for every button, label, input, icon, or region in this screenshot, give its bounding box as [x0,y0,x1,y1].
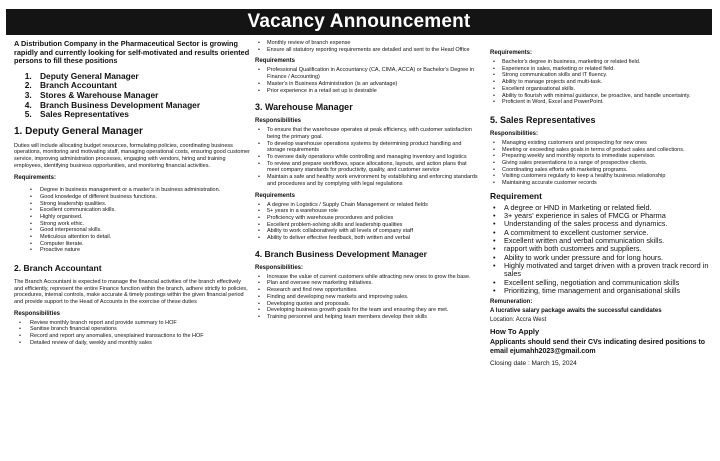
dgm-heading: 1. Deputy General Manager [14,125,143,137]
list-item: • Good knowledge of different business functions. [14,194,250,201]
list-item: • Maintain a safe and healthy work environment by establishing and enforcing standards and procedures and by complying with legal regulations [255,174,479,187]
bbdm-requirements [490,59,712,106]
dgm-requirements-label: Requirements: [14,175,57,182]
wm-responsibilities-label: Responsibilities [255,118,302,125]
list-item: • Meeting or exceeding sales goals in terms of product sales and collections. [490,147,712,154]
list-item: • Strong work ethic. [14,221,250,228]
sr-requirements [490,204,712,295]
list-item: • Professional Qualification in Accountancy (CA, CIMA, ACCA) or Bachelor's Degree in Finance / Accounting) [255,67,479,80]
intro-text: A Distribution Company in the Pharmaceutical Sector is growing rapidly and currently looking for self-motivated and results oriented persons to fill these positions [14,40,250,66]
sr-heading: 5. Sales Representatives [490,114,596,125]
list-item: • Excellent problem-solving skills and leadership qualities [255,222,479,229]
list-item: • Finding and developing new markets and improving sales. [255,294,479,301]
list-item: • Plan and oversee new marketing initiatives. [255,280,479,287]
list-item: • Degree in business management or a master's in business administration. [14,187,250,194]
ba-description: The Branch Accountant is expected to manage the financial activities of the branch effectively and efficiently, represent the entire Finance function within the branch, adhere strictly to policies, procedures, internal controls, make accurate & timely postings within the given financial period and provide support to the Head of Accounts in the exercise of these duties [14,279,248,305]
wm-requirements [255,202,479,242]
wm-requirements-label: Requirements [255,192,296,199]
column-middle [255,40,479,458]
list-item: • Ability to deliver effective feedback, both written and verbal [255,235,479,242]
ba-requirements-label: Requirements [255,58,296,65]
list-item: • Maintaining accurate customer records [490,180,712,187]
position-item: 5. Sales Representatives [34,110,250,120]
list-item: • Understanding of the sales process and dynamics. [490,220,712,228]
list-item: • Highly motivated and target driven with a proven track record in sales [490,262,712,279]
list-item: • Sanitise branch financial operations [14,326,250,333]
list-item: • Ability to manage projects and multi-task. [490,79,712,86]
list-item: • Excellent written and verbal communication skills. [490,237,712,245]
position-item: 3. Stores & Warehouse Manager [34,91,250,101]
position-item: 2. Branch Accountant [34,81,250,91]
dgm-requirements [14,187,250,254]
list-item: • Proficient in Word, Excel and PowerPoint. [490,99,712,106]
ba-responsibilities-label: Responsibilities [14,310,61,317]
list-item: • rapport with both customers and suppliers. [490,245,712,253]
sr-responsibilities [490,140,712,187]
list-item: • Training personnel and helping team members develop their skills [255,314,479,321]
list-item: • To ensure that the warehouse operates at peak efficiency, with customer satisfaction being the primary goal. [255,127,479,140]
sr-requirements-label: Requirement [490,190,542,201]
positions-list [34,72,250,120]
list-item: • 5+ years in a warehouse role [255,208,479,215]
list-item: • Visiting customers regularly to keep a healthy business relationship [490,173,712,180]
list-item: • Prioritizing, time management and organisational skills [490,287,712,295]
ba-responsibilities-part1 [14,320,250,347]
list-item: • Ensure all statutory reporting requirements are detailed and sent to the Head Office [255,47,479,54]
list-item: • To oversee daily operations while controlling and managing inventory and logistics [255,154,479,161]
list-item: • 3+ years' experience in sales of FMCG or Pharma [490,212,712,220]
list-item: • Managing existing customers and prospecting for new ones [490,140,712,147]
bbdm-requirements-label: Requirements: [490,50,533,56]
column-left [14,40,250,458]
list-item: • Strong leadership qualities. [14,201,250,208]
remuneration-label: Remuneration: [490,299,533,306]
list-item: • Review monthly branch report and provide summary to HOF [14,320,250,327]
list-item: • Excellent organisational skills. [490,86,712,93]
sr-responsibilities-label: Responsibilities: [490,130,539,137]
list-item: • Ability to work under pressure and for long hours. [490,254,712,262]
column-right [490,40,712,458]
how-to-apply-heading: How To Apply [490,327,540,337]
list-item: • Experience in sales, marketing or related field. [490,66,712,73]
list-item: • A degree or HND in Marketing or related field. [490,204,712,212]
list-item: • Proactive nature [14,247,250,254]
list-item: • Record and report any anomalies, unexplained transactions to the HOF [14,333,250,340]
list-item: • Proficiency with warehouse procedures and policies [255,215,479,222]
list-item: • Strong communication skills and IT fluency. [490,72,712,79]
list-item: • To develop warehouse operations systems by determining product handling and storage requirements [255,141,479,154]
ba-requirements [255,67,479,94]
remuneration-text: A lucrative salary package awaits the successful candidates [490,308,662,315]
location-text: Location: Accra West [490,317,547,324]
bbdm-responsibilities-label: Responsibilities: [255,264,304,271]
list-item: • Bachelor's degree in business, marketing or related field. [490,59,712,66]
wm-heading: 3. Warehouse Manager [255,102,353,113]
list-item: • Ability to flourish with minimal guidance, be proactive, and handle uncertainty. [490,93,712,100]
apply-instructions: Applicants should send their CVs indicating desired positions to email ejumahh2023@gmail.com [490,339,706,355]
list-item: • Prior experience in a retail set up is desirable [255,88,479,95]
list-item: • Preparing weekly and monthly reports to immediate supervisor. [490,153,712,160]
list-item: • Research and find new opportunities. [255,287,479,294]
list-item: • Giving sales presentations to a range of prospective clients. [490,160,712,167]
list-item: • A commitment to excellent customer service. [490,229,712,237]
ba-heading: 2. Branch Accountant [14,263,102,274]
page-title: Vacancy Announcement [6,9,712,35]
list-item: • Highly organised. [14,214,250,221]
dgm-description: Duties will include allocating budget resources, formulating policies, coordinating business operations, monitoring and motivating staff, managing operational costs, ensuring good customer service, improving administration processes, engaging with vendors, hiring and training employees, identifying business opportunities, and monitoring financial activities. [14,142,250,169]
list-item: • Developing quotes and proposals. [255,301,479,308]
list-item: • Master's in Business Administration (is an advantage) [255,81,479,88]
list-item: • Excellent communication skills. [14,207,250,214]
list-item: • Excellent selling, negotiation and communication skills [490,279,712,287]
list-item: • Increase the value of current customers while attracting new ones to grow the base. [255,274,479,281]
bbdm-heading: 4. Branch Business Development Manager [255,248,427,259]
list-item: • Meticulous attention to detail. [14,234,250,241]
bbdm-responsibilities [255,274,479,321]
list-item: • Ability to work collaboratively with all levels of company staff [255,228,479,235]
position-item: 1. Deputy General Manager [34,72,250,82]
list-item: • Developing business growth goals for the team and ensuring they are met. [255,307,479,314]
closing-date: Closing date : March 15, 2024 [490,360,577,368]
position-item: 4. Branch Business Development Manager [34,101,250,111]
list-item: • Good interpersonal skills. [14,227,250,234]
ba-responsibilities-part2 [255,40,479,53]
list-item: • To review and prepare workflows, space allocations, layouts, and action plans that meet company standards for productivity, quality, and customer service [255,161,479,174]
list-item: • A degree in Logistics / Supply Chain Management or related fields [255,202,479,209]
list-item: • Detailed review of daily, weekly and monthly sales [14,340,250,347]
list-item: • Monthly review of branch expense [255,40,479,47]
wm-responsibilities [255,127,479,187]
list-item: • Coordinating sales efforts with marketing programs. [490,167,712,174]
list-item: • Computer literate. [14,241,250,248]
